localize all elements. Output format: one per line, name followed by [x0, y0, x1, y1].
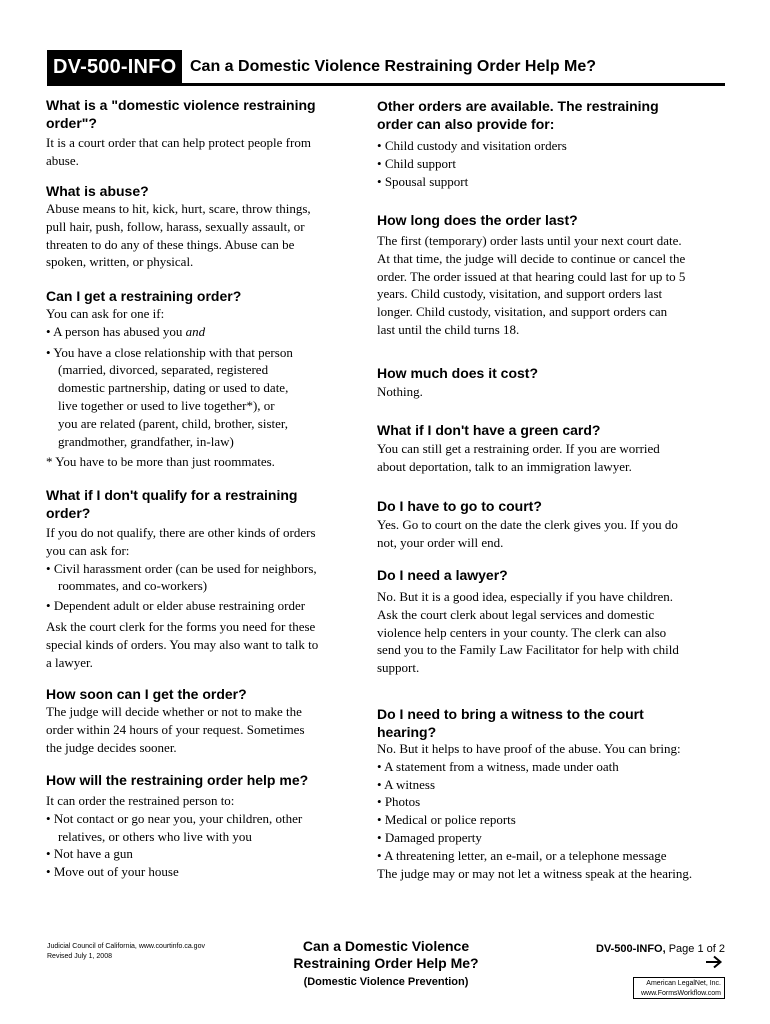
- question-go-to-court: Do I have to go to court?: [377, 498, 542, 514]
- answer-go-to-court: Yes. Go to court on the date the clerk gives you. If you do not, your order will end.: [377, 517, 678, 550]
- question-other-orders: Other orders are available. The restraining order can also provide for:: [377, 98, 659, 132]
- question-what-is-abuse: What is abuse?: [46, 183, 149, 199]
- question-bring-witness: Do I need to bring a witness to the court hearing?: [377, 706, 644, 740]
- publisher-box: American LegalNet, Inc. www.FormsWorkflow.com: [633, 977, 725, 999]
- list-item: • Child custody and visitation orders: [377, 138, 567, 153]
- question-dont-qualify: What if I don't qualify for a restraining order?: [46, 487, 298, 521]
- footer-source: Judicial Council of California, www.courtinfo.ca.gov Revised July 1, 2008: [47, 943, 205, 960]
- answer-can-i-get-order: You can ask for one if: • A person has abused you and • You have a close relationship with that person (married, divorced, separated, registered domestic partnership, dating or used to date, live together or used to live together*), or you are related (parent, child, brother, sister, grandmother, grandfather, in-law) * You have to be more than just roommates.: [46, 306, 293, 470]
- list-item: • A threatening letter, an e-mail, or a telephone message: [377, 847, 667, 863]
- question-can-i-get-order: Can I get a restraining order?: [46, 288, 242, 304]
- page-header: [47, 50, 725, 86]
- question-what-is-order: What is a "domestic violence restraining order"?: [46, 97, 316, 131]
- question-how-soon: How soon can I get the order?: [46, 686, 247, 702]
- list-item: • Civil harassment order (can be used for neighbors,: [46, 560, 317, 576]
- answer-dont-qualify: If you do not qualify, there are other kinds of orders you can ask for: • Civil harassment order (can be used for neighbors, roommates, and co-workers) • Dependent adult or elder abuse restraining order Ask the court clerk for the forms you need for these special kinds of orders. You may also want to talk to a lawyer.: [46, 525, 319, 670]
- list-item: • Medical or police reports: [377, 812, 516, 828]
- list-item: • Not contact or go near you, your children, other: [46, 810, 303, 826]
- question-need-lawyer: Do I need a lawyer?: [377, 567, 508, 583]
- list-item: • A statement from a witness, made under oath: [377, 758, 619, 774]
- header-rule: [47, 83, 725, 86]
- answer-how-long: The first (temporary) order lasts until your next court date. At that time, the judge will decide to continue or cancel the order. The order issued at that hearing could last for up to 5 years. Child custody, visitation, and support orders last longer. Child custody, visitation, and support orders can last until the child turns 18.: [377, 233, 686, 337]
- list-item: • Photos: [377, 794, 421, 810]
- answer-how-soon: The judge will decide whether or not to make the order within 24 hours of your request. Sometimes the judge decides sooner.: [46, 704, 305, 755]
- list-item: • Dependent adult or elder abuse restraining order: [46, 598, 306, 614]
- answer-green-card: You can still get a restraining order. If you are worried about deportation, talk to an immigration lawyer.: [377, 441, 660, 474]
- question-cost: How much does it cost?: [377, 365, 539, 381]
- list-item: • Move out of your house: [46, 864, 179, 880]
- footer-title: Can a Domestic Violence Restraining Order Help Me? (Domestic Violence Prevention): [293, 938, 479, 988]
- answer-what-is-abuse: Abuse means to hit, kick, hurt, scare, throw things, pull hair, push, follow, harass, sexually assault, or threaten to do any of these things. Abuse can be spoken, written, or physical.: [46, 201, 311, 270]
- list-item: • Not have a gun: [46, 846, 133, 862]
- list-item: • You have a close relationship with that person: [46, 344, 293, 360]
- answer-cost: Nothing.: [377, 384, 423, 399]
- question-green-card: What if I don't have a green card?: [377, 422, 601, 438]
- answer-bring-witness: No. But it helps to have proof of the abuse. You can bring: • A statement from a witness, made under oath • A witness • Photos • Medical or police reports • Damaged property • A threatening letter, an e-mail, or a telephone message The judge may or may not let a witness speak at the hearing.: [377, 741, 693, 881]
- form-id-badge: DV-500-INFO: [47, 50, 182, 84]
- list-item: • Spousal support: [377, 173, 469, 189]
- answer-what-is-order: It is a court order that can help protect people from abuse.: [46, 135, 311, 168]
- question-how-help: How will the restraining order help me?: [46, 772, 309, 788]
- list-item: • Damaged property: [377, 829, 482, 845]
- list-item: • A person has abused you and: [46, 323, 206, 339]
- list-item: • Child support: [377, 155, 456, 171]
- question-how-long: How long does the order last?: [377, 212, 578, 228]
- page-number: DV-500-INFO, Page 1 of 2: [595, 943, 725, 955]
- answer-how-help: It can order the restrained person to: • Not contact or go near you, your children, other relatives, or others who live with you • Not have a gun • Move out of your house: [46, 793, 303, 880]
- right-arrow-icon[interactable]: [705, 955, 723, 969]
- list-item: • A witness: [377, 776, 436, 792]
- answer-other-orders: [377, 137, 567, 190]
- answer-need-lawyer: No. But it is a good idea, especially if you have children. Ask the court clerk about legal services and domestic violence help centers in your county. The clerk can also send you to the Family Law Facilitator for help with child support.: [377, 589, 679, 676]
- page-title: Can a Domestic Violence Restraining Order Help Me?: [190, 58, 597, 75]
